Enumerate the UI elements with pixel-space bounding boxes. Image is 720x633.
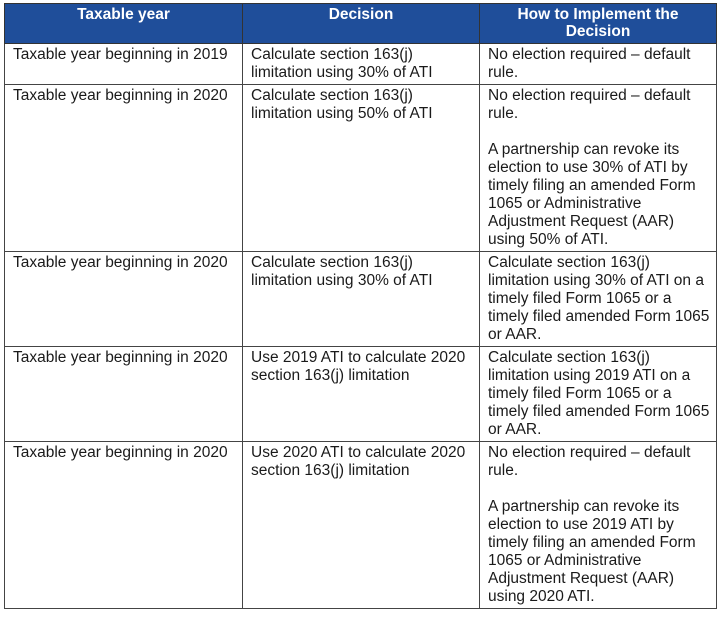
- header-taxable-year: Taxable year: [5, 4, 243, 44]
- cell-text: Use 2019 ATI to calculate 2020 section 163(j) limitation: [251, 349, 466, 384]
- cell-text: Calculate section 163(j) limitation using 30% of ATI: [251, 46, 433, 81]
- election-table-container: [4, 3, 716, 609]
- cell-paragraph: A partnership can revoke its election to use 2019 ATI by timely filing an amended Form 1065 or Administrative Adjustment Request (AAR) using 2020 ATI.: [488, 498, 696, 605]
- table-row: [5, 85, 717, 252]
- cell-implementation: [480, 252, 717, 347]
- table-row: [5, 442, 717, 609]
- cell-text: Calculate section 163(j) limitation using 50% of ATI: [251, 87, 433, 122]
- cell-decision: [243, 442, 480, 609]
- cell-implementation: [480, 347, 717, 442]
- header-decision: Decision: [243, 4, 480, 44]
- table-row: [5, 252, 717, 347]
- cell-paragraph: A partnership can revoke its election to use 30% of ATI by timely filing an amended Form 1065 or Administrative Adjustment Request (AAR) using 50% of ATI.: [488, 141, 696, 248]
- cell-implementation: [480, 44, 717, 85]
- cell-taxable-year: [5, 347, 243, 442]
- cell-paragraph: Calculate section 163(j) limitation using 2019 ATI on a timely filed Form 1065 or a timely filed amended Form 1065 or AAR.: [488, 349, 710, 438]
- cell-taxable-year: [5, 442, 243, 609]
- cell-taxable-year: [5, 44, 243, 85]
- cell-text: Taxable year beginning in 2020: [13, 444, 228, 461]
- cell-decision: [243, 347, 480, 442]
- table-row: [5, 44, 717, 85]
- cell-decision: [243, 85, 480, 252]
- cell-text: Taxable year beginning in 2020: [13, 87, 228, 104]
- cell-taxable-year: [5, 85, 243, 252]
- cell-implementation: [480, 85, 717, 252]
- cell-paragraph: No election required – default rule.: [488, 46, 691, 81]
- cell-paragraph: No election required – default rule.: [488, 87, 691, 122]
- cell-taxable-year: [5, 252, 243, 347]
- table-row: [5, 347, 717, 442]
- cell-paragraph: No election required – default rule.: [488, 444, 691, 479]
- cell-text: Taxable year beginning in 2020: [13, 349, 228, 366]
- election-decision-table: [4, 3, 717, 609]
- cell-text: Calculate section 163(j) limitation using 30% of ATI: [251, 254, 433, 289]
- cell-decision: [243, 44, 480, 85]
- cell-text: Use 2020 ATI to calculate 2020 section 163(j) limitation: [251, 444, 466, 479]
- cell-implementation: [480, 442, 717, 609]
- table-header-row: [5, 4, 717, 44]
- cell-paragraph: Calculate section 163(j) limitation using 30% of ATI on a timely filed Form 1065 or a timely filed amended Form 1065 or AAR.: [488, 254, 710, 343]
- cell-decision: [243, 252, 480, 347]
- cell-text: Taxable year beginning in 2019: [13, 46, 228, 63]
- header-how-to-implement: How to Implement the Decision: [480, 4, 717, 44]
- cell-text: Taxable year beginning in 2020: [13, 254, 228, 271]
